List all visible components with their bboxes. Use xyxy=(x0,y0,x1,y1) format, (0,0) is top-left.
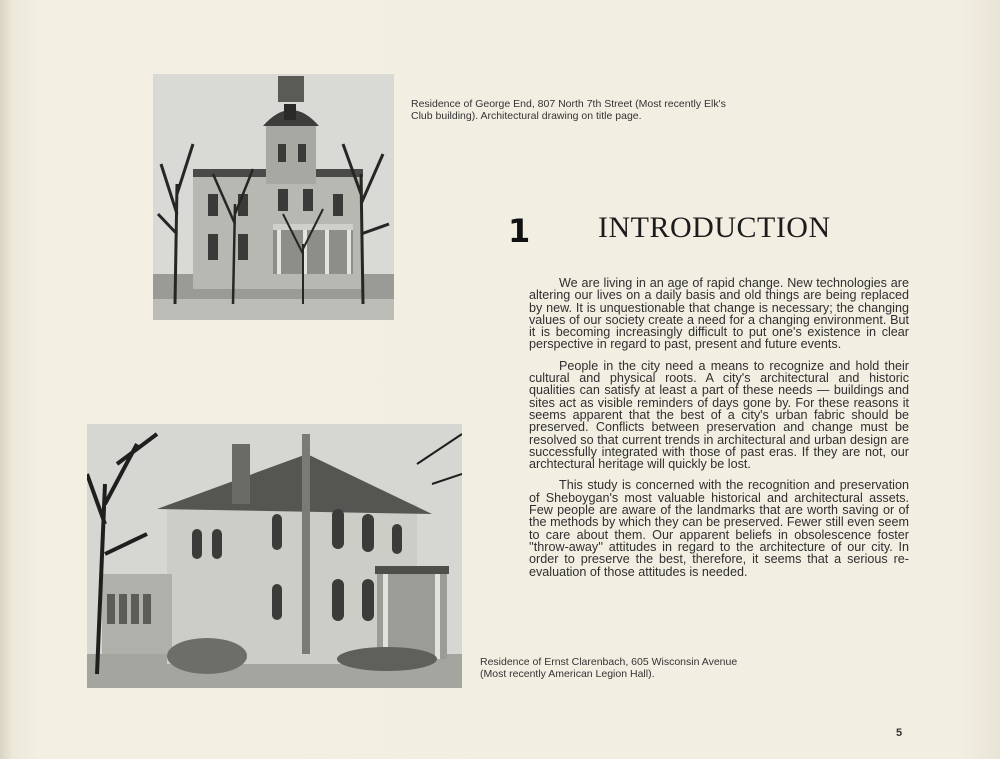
photo-1-caption: Residence of George End, 807 North 7th Street (Most recently Elk's Club building). Architectural drawing on title page. xyxy=(411,98,726,122)
photo-ernst-clarenbach-residence xyxy=(87,424,462,688)
photo-george-end-residence xyxy=(153,74,394,320)
paragraph-2: People in the city need a means to recognize and hold their cultural and physical roots. A city's architectural and historic qualities can satisfy at least a part of these needs — buildings and sites act as visible reminders of days gone by. For these reasons it seems apparent that the best of a city's urban fabric should be preserved. Conflicts between preservation and change must be resolved so that current trends in architectural and urban design are successfully integrated with those of past eras. If they are not, our archtectural heritage will quickly be lost. xyxy=(529,358,909,472)
page-number: 5 xyxy=(896,727,903,739)
chapter-title: INTRODUCTION xyxy=(598,211,831,244)
paragraph-1: We are living in an age of rapid change. New technologies are altering our lives on a daily basis and old things are being replaced by new. It is unquestionable that change is necessary; the changing values of our society create a need for a changing environment. But it is becoming increasingly difficult to put one's existence in clear perspective in regard to past, present and future events. xyxy=(529,276,909,352)
chapter-number: 1 xyxy=(508,212,531,250)
photo-2-caption: Residence of Ernst Clarenbach, 605 Wisconsin Avenue (Most recently American Legion Hall). xyxy=(480,656,738,680)
introduction-body xyxy=(529,277,909,587)
paragraph-3: This study is concerned with the recognition and preservation of Sheboygan's most valuable historical and architectural assets. Few people are aware of the landmarks that are worth saving or of the methods by which they can be preserved. Fewer still even seem to care about them. Our apparent beliefs in obsolescence foster ''throw-away'' attitudes in regard to the architecture of our city. In order to preserve the best, therefore, it seems that a serious re-evaluation of those attitudes is needed. xyxy=(529,478,909,579)
house-photo-2 xyxy=(87,424,462,688)
house-photo-1 xyxy=(153,74,394,320)
